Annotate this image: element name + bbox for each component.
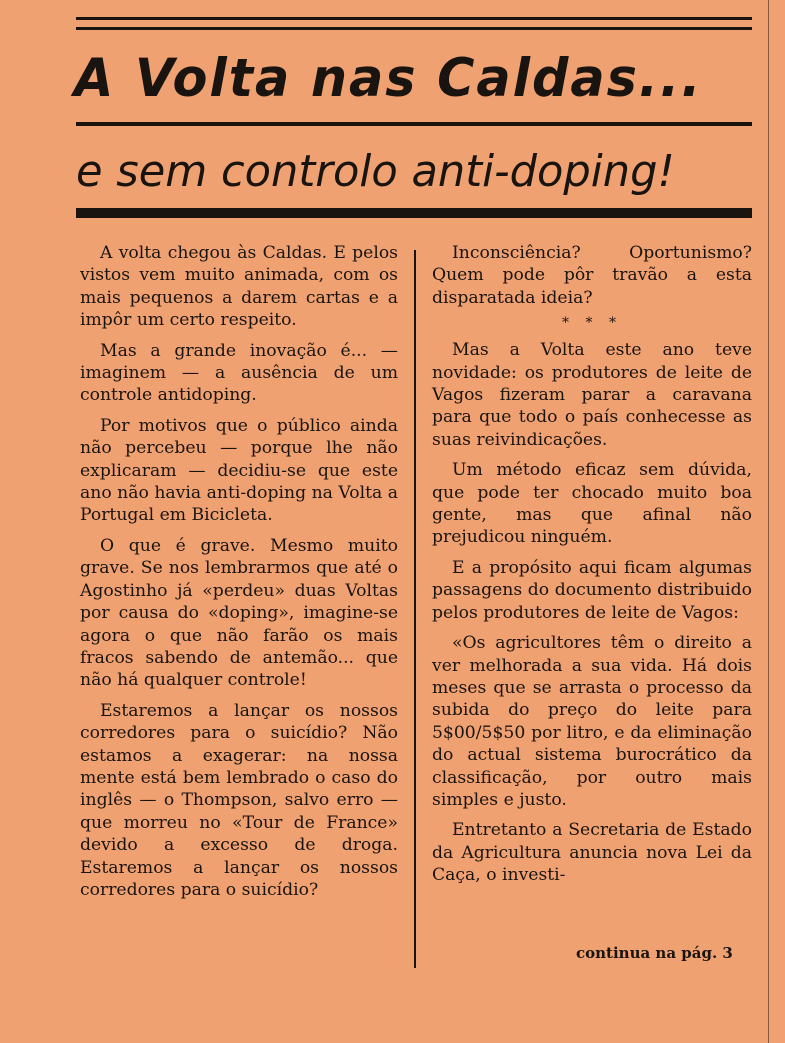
article-paragraph: E a propósito aqui ficam algumas passagens do documento distribuido pelos produtores de leite de Vagos: [432,557,752,623]
column-divider [414,250,416,968]
article-paragraph: Por motivos que o público ainda não percebeu — porque lhe não explicaram — decidiu-se que este ano não havia anti-doping na Volta a Portugal em Bicicleta. [80,415,398,526]
left-column [80,242,398,909]
headline: A Volta nas Caldas... [74,48,703,109]
article-paragraph: Entretanto a Secretaria de Estado da Agricultura anuncia nova Lei da Caça, o investi- [432,820,752,886]
subheadline: e sem controlo anti-doping! [76,146,675,197]
top-rule-1 [76,17,752,20]
subheadline-underline [76,208,752,218]
top-rule-2 [76,27,752,30]
article-paragraph: Inconsciência? Oportunismo? Quem pode pôr travão a esta disparatada ideia? [432,243,752,308]
article-paragraph: Mas a grande inovação é... — imaginem — a ausência de um controle antidoping. [80,340,398,406]
article-paragraph: «Os agricultores têm o direito a ver melhorada a sua vida. Há dois meses que se arrasta o processo da subida do preço do leite para 5$00/5$50 por litro, e da eliminação do actual sistema burocrático da classificação, por outro mais simples e justo. [432,633,752,810]
article-paragraph: A volta chegou às Caldas. E pelos vistos vem muito animada, com os mais pequenos a darem cartas e a impôr um certo respeito. [80,243,398,331]
section-separator: * * * [562,315,622,332]
page-edge-line [768,0,769,1043]
article-paragraph: Mas a Volta este ano teve novidade: os produtores de leite de Vagos fizeram parar a caravana para que todo o país conhecesse as suas reivindicações. [432,340,752,450]
continued-on-page: continua na pág. 3 [576,944,733,962]
article-paragraph: Estaremos a lançar os nossos corredores para o suicídio? Não estamos a exagerar: na nossa mente está bem lembrado o caso do inglês — o Thompson, salvo erro — que morreu no «Tour de France» devido a excesso de droga. Estaremos a lançar os nossos corredores para o suicídio? [80,700,398,900]
headline-underline [76,122,752,126]
article-paragraph: O que é grave. Mesmo muito grave. Se nos lembrarmos que até o Agostinho já «perdeu» duas Voltas por causa do «doping», imagine-se agora o que não farão os mais fracos sabendo de antemão... que não há qualquer controle! [80,535,398,691]
article-paragraph: Um método eficaz sem dúvida, que pode ter chocado muito boa gente, mas que afinal não prejudicou ninguém. [432,460,752,548]
right-column [432,242,752,895]
